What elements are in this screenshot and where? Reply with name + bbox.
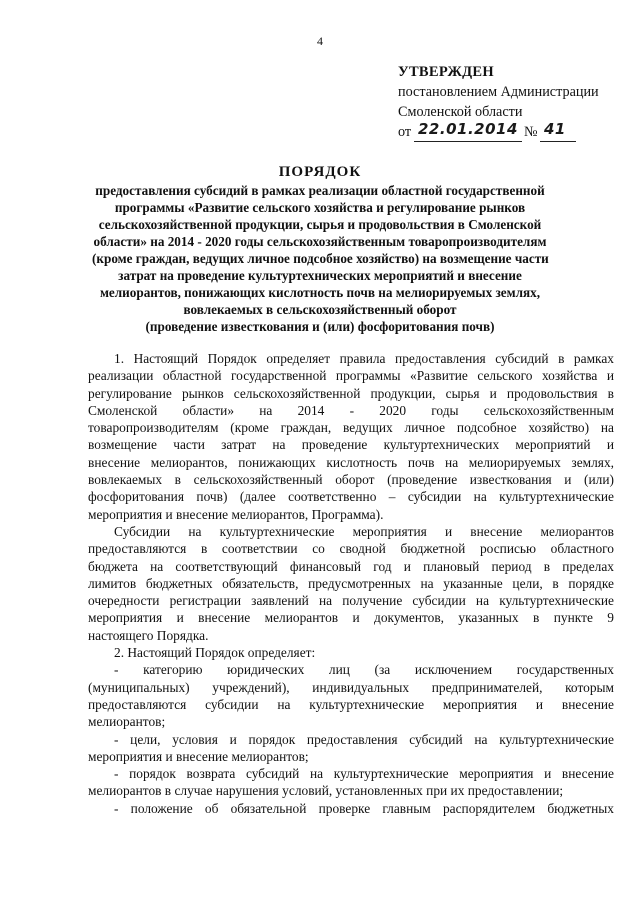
approval-block (398, 62, 599, 144)
body-text-line: вовлекаемых в сельскохозяйственный оборот (проведение известкования и (или) (88, 472, 614, 488)
body-text-line: фосфоритования почв) (далее соответственно – субсидии на культуртехнические (88, 489, 614, 505)
number-underline (540, 141, 576, 142)
subtitle-line: мелиорантов, понижающих кислотность почв на мелиорируемых землях, (99, 285, 541, 300)
body-text-line: внесение мелиорантов, понижающих кислотность почв на мелиорируемых землях, (88, 454, 614, 470)
body-text-line: Субсидии на культуртехнические мероприятия и внесение мелиорантов (114, 523, 614, 539)
body-text-line: 1. Настоящий Порядок определяет правила предоставления субсидий в рамках (114, 351, 614, 366)
body-text-line: 2. Настоящий Порядок определяет: (114, 645, 316, 661)
subtitle-line: предоставления субсидий в рамках реализации областной государственной (95, 183, 545, 198)
page-number: 4 (317, 34, 323, 48)
body-text-line: (муниципальных) учреждений), индивидуальных предпринимателей, которым (88, 679, 614, 695)
body-text-line: - категорию юридических лиц (за исключением государственных (114, 662, 614, 678)
body-text-line: мелиорантов в случае нарушения условий, установленных при их предоставлении; (88, 783, 564, 799)
approval-line-1: постановлением Администрации (398, 84, 599, 100)
body-text-line: - порядок возврата субсидий на культуртехнические мероприятия и внесение (114, 766, 614, 782)
body-text-line: мелиорантов; (88, 714, 166, 730)
approval-stamp: УТВЕРЖДЕН (398, 64, 494, 80)
body-text-line: возмещение части затрат на проведение культуртехнических мероприятий и (88, 437, 614, 453)
subtitle-line: области» на 2014 - 2020 годы сельскохозяйственным товаропроизводителям (93, 234, 547, 249)
body-text-line: - цели, условия и порядок предоставления субсидий на культуртехнические (114, 731, 614, 747)
document-body (88, 350, 614, 817)
body-text-line: очередности регистрации заявлений на получение субсидии на культуртехнические (88, 593, 614, 609)
body-text-line: мероприятия и внесение мелиорантов и документов, указанных в пункте 9 (88, 610, 614, 626)
approval-line-2: Смоленской области (398, 104, 523, 120)
subtitle-line: (проведение известкования и (или) фосфоритования почв) (145, 319, 495, 334)
number-prefix: № (524, 124, 538, 140)
body-text-line: - положение об обязательной проверке главным распорядителем бюджетных (114, 800, 614, 816)
body-text-line: Смоленской области» на 2014 - 2020 годы сельскохозяйственным (88, 402, 614, 418)
body-text-line: регулирование рынков сельскохозяйственной продукции, сырья и продовольствия в (88, 385, 614, 401)
body-text-line: лимитов бюджетных обязательств, предусмотренных на указанные цели, в порядке (88, 575, 614, 591)
subtitle-line: сельскохозяйственной продукции, сырья и продовольствия в Смоленской (98, 217, 542, 232)
body-text-line: товаропроизводителям (кроме граждан, ведущих личное подсобное хозяйство) на (88, 420, 614, 436)
approval-date-row (398, 122, 599, 144)
document-title: ПОРЯДОК (278, 164, 362, 180)
date-prefix: от (398, 124, 412, 140)
subtitle-line: (кроме граждан, ведущих личное подсобное хозяйство) на возмещение части (92, 251, 549, 266)
handwritten-number: 41 (544, 120, 566, 138)
document-subtitle (92, 182, 548, 335)
body-text-line: бюджета на соответствующий финансовый год и плановый период в пределах (88, 558, 614, 574)
handwritten-date: 22.01.2014 (418, 120, 518, 138)
body-text-line: мероприятия и внесение мелиорантов; (88, 748, 309, 764)
body-text-line: мероприятия и внесение мелиорантов, Программа). (88, 506, 384, 522)
body-text-line: реализации областной государственной программы «Развитие сельского хозяйства и (88, 368, 614, 384)
subtitle-line: вовлекаемых в сельскохозяйственный оборот (183, 302, 457, 317)
body-text-line: предоставляются субсидии на культуртехнические мероприятия и внесение (88, 696, 614, 712)
body-text-line: настоящего Порядка. (88, 627, 209, 643)
subtitle-line: программы «Развитие сельского хозяйства и регулирование рынков (114, 200, 526, 215)
body-text-line: предоставляются в соответствии со сводной бюджетной росписью областного (88, 541, 614, 557)
date-underline (414, 141, 522, 142)
subtitle-line: затрат на проведение культуртехнических мероприятий и внесение (118, 268, 522, 283)
